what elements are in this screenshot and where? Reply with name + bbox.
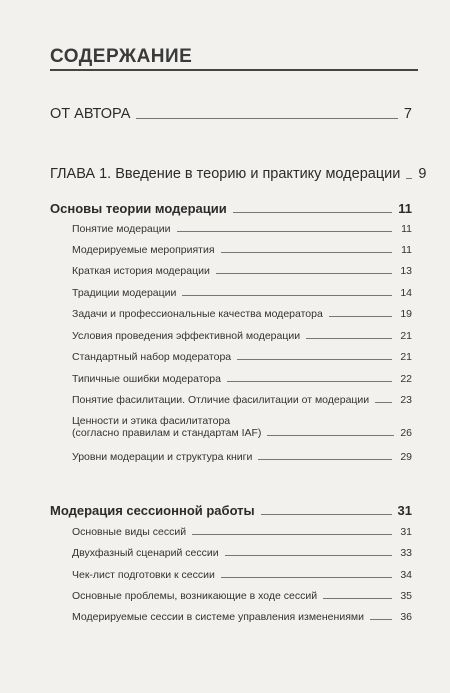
toc-leader xyxy=(323,598,392,599)
toc-entry[interactable] xyxy=(72,373,412,385)
toc-leader xyxy=(136,118,398,119)
toc-leader xyxy=(177,231,392,232)
toc-entry-label: Ценности и этика фасилитатора xyxy=(72,415,231,427)
toc-entry-page: 7 xyxy=(403,106,412,122)
toc-entry-page: 31 xyxy=(400,526,412,538)
toc-leader xyxy=(225,555,392,556)
toc-leader xyxy=(329,316,392,317)
toc-entry-label: ГЛАВА 1. Введение в теорию и практику модерации xyxy=(50,166,401,182)
toc-entry[interactable] xyxy=(72,569,412,581)
toc-leader xyxy=(370,619,392,620)
toc-entry-page: 19 xyxy=(400,308,412,320)
toc-leader xyxy=(258,459,392,460)
toc-entry[interactable] xyxy=(72,330,412,342)
toc-entry-label: Стандартный набор модератора xyxy=(72,351,232,363)
toc-entry-label: Двухфазный сценарий сессии xyxy=(72,547,219,559)
toc-leader xyxy=(221,577,392,578)
toc-entry-label: Краткая история модерации xyxy=(72,265,210,277)
toc-entry-label: Задачи и профессиональные качества модератора xyxy=(72,308,323,320)
toc-entry[interactable] xyxy=(72,451,412,463)
toc-entry-page: 35 xyxy=(400,590,412,602)
toc-entry-label: Уровни модерации и структура книги xyxy=(72,451,253,463)
toc-entry-label: Традиции модерации xyxy=(72,287,177,299)
toc-entry[interactable] xyxy=(72,526,412,538)
toc-entry-page: 29 xyxy=(400,451,412,463)
toc-entry[interactable] xyxy=(72,244,412,256)
toc-entry-page: 23 xyxy=(400,394,412,406)
toc-entry-page: 11 xyxy=(401,244,412,256)
toc-entry[interactable] xyxy=(72,351,412,363)
toc-leader xyxy=(221,252,392,253)
toc-leader xyxy=(216,273,392,274)
toc-entry[interactable] xyxy=(72,547,412,559)
toc-entry-page: 36 xyxy=(400,611,412,623)
toc-entry-label: Понятие модерации xyxy=(72,223,171,235)
toc-entry-page: 22 xyxy=(400,373,412,385)
toc-leader xyxy=(406,178,412,179)
toc-leader xyxy=(233,212,392,213)
toc-entry-label: Условия проведения эффективной модерации xyxy=(72,330,301,342)
toc-leader xyxy=(261,514,392,515)
toc-entry-label: ОТ АВТОРА xyxy=(50,106,131,122)
toc-leader xyxy=(192,534,392,535)
toc-leader xyxy=(375,402,392,403)
toc-entry-page: 31 xyxy=(397,503,412,518)
toc-entry-label: Понятие фасилитации. Отличие фасилитации от модерации xyxy=(72,394,370,406)
toc-entry-label-line2: (согласно правилам и стандартам IAF) xyxy=(72,427,262,439)
toc-entry[interactable] xyxy=(72,223,412,235)
toc-entry-page: 11 xyxy=(401,223,412,235)
toc-entry-from-author[interactable] xyxy=(50,106,412,122)
toc-entry-label: Модерация сессионной работы xyxy=(50,503,255,518)
toc-entry-chapter-1[interactable] xyxy=(50,166,427,182)
toc-entry-page: 21 xyxy=(400,351,412,363)
toc-entry-page: 11 xyxy=(398,201,412,216)
page-title: СОДЕРЖАНИЕ xyxy=(50,46,193,67)
toc-entry-page: 13 xyxy=(400,265,412,277)
toc-entry-section-basics[interactable] xyxy=(50,201,412,216)
toc-leader xyxy=(306,338,392,339)
toc-entry-page: 34 xyxy=(400,569,412,581)
toc-leader xyxy=(227,381,392,382)
toc-entry[interactable] xyxy=(72,287,412,299)
toc-entry-label: Основные виды сессий xyxy=(72,526,187,538)
toc-entry-page: 9 xyxy=(418,166,427,182)
toc-entry[interactable] xyxy=(72,394,412,406)
toc-entry-values-ethics[interactable] xyxy=(72,415,412,439)
toc-entry-label: Основные проблемы, возникающие в ходе сессий xyxy=(72,590,318,602)
toc-entry-page: 26 xyxy=(400,427,412,439)
toc-entry-label: Модерируемые сессии в системе управления изменениями xyxy=(72,611,364,623)
toc-entry[interactable] xyxy=(72,265,412,277)
toc-entry-label: Чек-лист подготовки к сессии xyxy=(72,569,215,581)
toc-entry[interactable] xyxy=(72,590,412,602)
toc-leader xyxy=(267,435,394,436)
toc-leader xyxy=(237,359,392,360)
toc-entry-page: 21 xyxy=(400,330,412,342)
toc-entry-section-sessions[interactable] xyxy=(50,503,412,518)
toc-entry[interactable] xyxy=(72,308,412,320)
toc-entry-label: Основы теории модерации xyxy=(50,201,227,216)
title-underline xyxy=(50,69,418,71)
toc-entry-page: 33 xyxy=(400,547,412,559)
toc-entry[interactable] xyxy=(72,611,412,623)
toc-leader xyxy=(182,295,392,296)
toc-entry-page: 14 xyxy=(400,287,412,299)
toc-entry-label: Типичные ошибки модератора xyxy=(72,373,221,385)
toc-entry-label: Модерируемые мероприятия xyxy=(72,244,215,256)
